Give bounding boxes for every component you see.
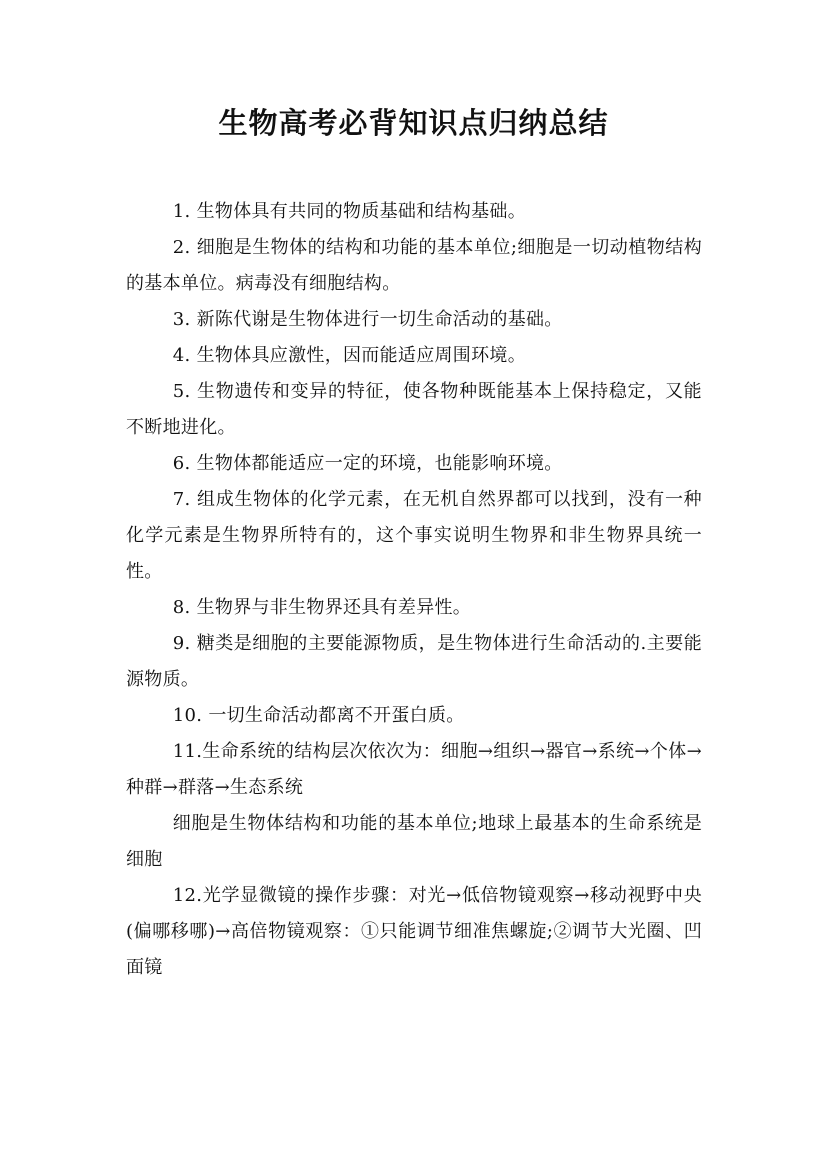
paragraph-8: 8. 生物界与非生物界还具有差异性。 [172, 597, 472, 618]
paragraph-6: 6. 生物体都能适应一定的环境，也能影响环境。 [172, 453, 563, 474]
paragraph-3: 3. 新陈代谢是生物体进行一切生命活动的基础。 [172, 309, 563, 330]
document-body [126, 194, 702, 986]
paragraph-12: 12.光学显微镜的操作步骤：对光→低倍物镜观察→移动视野中央(偏哪移哪)→高倍物镜观察：①只能调节细准焦螺旋;②调节大光圈、凹面镜 [126, 885, 702, 978]
paragraph-11-note: 细胞是生物体结构和功能的基本单位;地球上最基本的生命系统是细胞 [126, 813, 702, 870]
paragraph-1: 1. 生物体具有共同的物质基础和结构基础。 [172, 201, 526, 222]
page-title: 生物高考必背知识点归纳总结 [218, 106, 609, 140]
paragraph-5: 5. 生物遗传和变异的特征，使各物种既能基本上保持稳定，又能不断地进化。 [126, 381, 702, 438]
paragraph-9: 9. 糖类是细胞的主要能源物质，是生物体进行生命活动的.主要能源物质。 [126, 633, 702, 690]
paragraph-7: 7. 组成生物体的化学元素，在无机自然界都可以找到，没有一种化学元素是生物界所特有的，这个事实说明生物界和非生物界具统一性。 [126, 489, 702, 582]
paragraph-2: 2. 细胞是生物体的结构和功能的基本单位;细胞是一切动植物结构的基本单位。病毒没有细胞结构。 [126, 237, 702, 294]
paragraph-10: 10. 一切生命活动都离不开蛋白质。 [172, 705, 465, 726]
paragraph-4: 4. 生物体具应激性，因而能适应周围环境。 [172, 345, 526, 366]
paragraph-11: 11.生命系统的结构层次依次为：细胞→组织→器官→系统→个体→种群→群落→生态系统 [126, 741, 702, 798]
